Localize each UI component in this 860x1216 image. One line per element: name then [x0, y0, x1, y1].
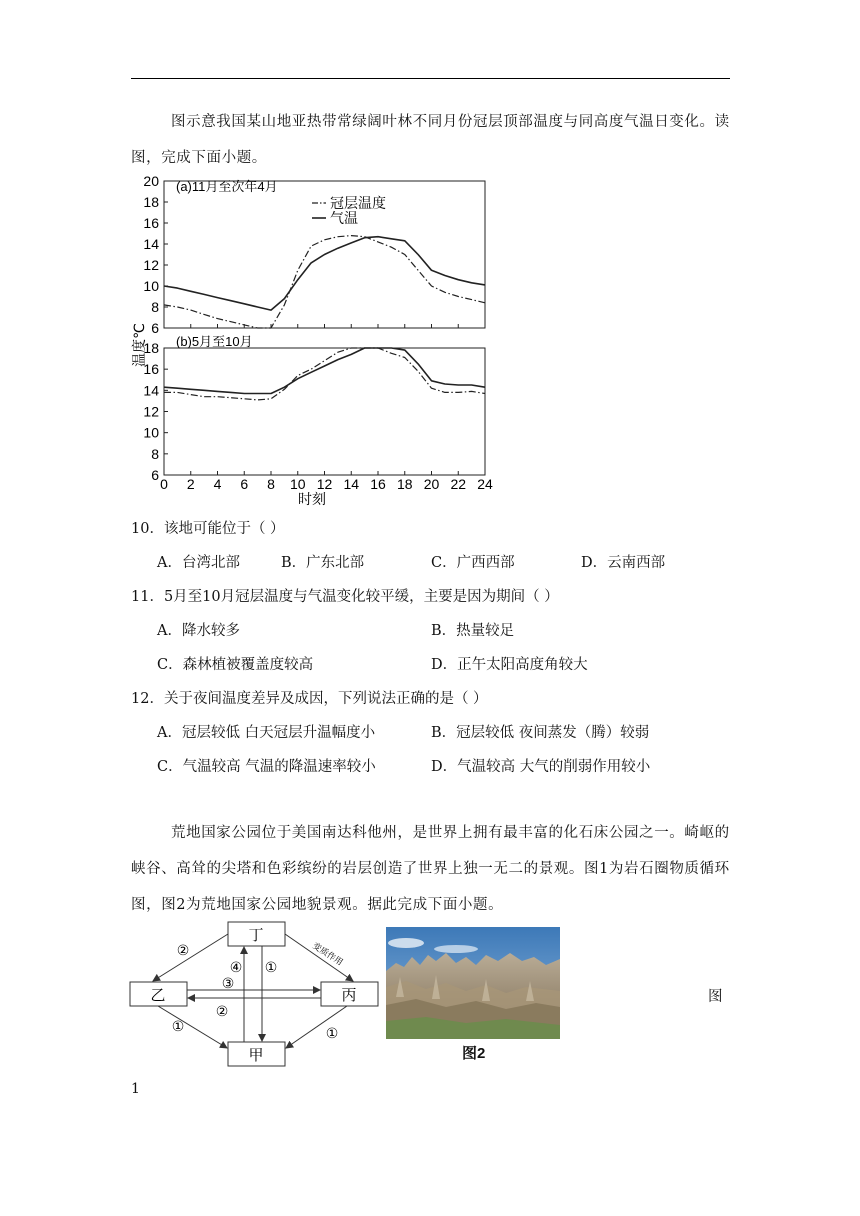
- box-yi-label: 乙: [150, 987, 166, 1004]
- xtick-label-18: 18: [396, 476, 413, 492]
- label-bing-yi: ②: [215, 1003, 229, 1019]
- xtick-label-16: 16: [370, 476, 386, 492]
- fig2-caption: 图2: [462, 1045, 486, 1062]
- xtick-label-12: 12: [316, 476, 333, 492]
- xtick-label-20: 20: [423, 476, 440, 492]
- ytick-label-0-10: 10: [143, 278, 159, 294]
- arrow-ding-to-yi: [153, 934, 228, 981]
- q12-option-d[interactable]: D．气温较高 大气的削弱作用较小: [431, 759, 651, 775]
- q12-option-c[interactable]: C．气温较高 气温的降温速率较小: [157, 759, 376, 775]
- chart-xlabel: 时刻: [298, 491, 326, 507]
- q11-option-d[interactable]: D．正午太阳高度角较大: [431, 657, 588, 673]
- q11-option-a[interactable]: A．降水较多: [157, 623, 240, 639]
- xtick-label-8: 8: [267, 476, 275, 492]
- chart-legend: [312, 195, 386, 226]
- label-metamorphism: 变质作用: [310, 940, 345, 968]
- question-12: 12．关于夜间温度差异及成因，下列说法正确的是（ ）: [131, 691, 488, 707]
- ytick-label-1-12: 12: [143, 403, 159, 420]
- plot-frame-1: [164, 348, 485, 475]
- label-jia-ding: ④: [229, 959, 243, 975]
- ytick-label-0-20: 20: [143, 173, 159, 189]
- chart-a-title: (a)11月至次年4月: [176, 179, 278, 194]
- q10-option-c[interactable]: C．广西西部: [431, 555, 515, 571]
- ytick-label-0-14: 14: [143, 236, 159, 252]
- xtick-label-24: 24: [477, 476, 493, 492]
- ytick-label-1-18: 18: [143, 340, 159, 356]
- xtick-label-10: 10: [289, 476, 306, 492]
- temperature-chart: [0, 0, 860, 520]
- label-bing-jia: ①: [325, 1025, 339, 1041]
- ytick-label-0-8: 8: [151, 299, 159, 315]
- xtick-label-22: 22: [450, 476, 467, 492]
- series-air-temp-1: [164, 348, 485, 394]
- rock-cycle-diagram: [125, 920, 385, 1070]
- label-yi-jia: ①: [171, 1018, 185, 1034]
- xtick-label-4: 4: [213, 476, 222, 492]
- series-air-temp-0: [164, 237, 485, 310]
- q10-option-b[interactable]: B．广东北部: [281, 555, 365, 571]
- label-ding-yi: ②: [176, 942, 190, 958]
- series-canopy-temp-0: [164, 236, 485, 328]
- ytick-label-0-12: 12: [143, 257, 159, 273]
- q11-option-b[interactable]: B．热量较足: [431, 623, 515, 639]
- chart-b-axes: [143, 340, 493, 492]
- label-ding-jia: ①: [264, 959, 278, 975]
- question-11: 11．5月至10月冠层温度与气温变化较平缓，主要是因为期间（ ）: [131, 589, 559, 605]
- intro-paragraph-2: 荒地国家公园位于美国南达科他州，是世界上拥有最丰富的化石床公园之一。崎岖的峡谷、高耸的尖塔和色彩缤纷的岩层创造了世界上独一无二的景观。图1为岩石圈物质循环图，图2为荒地国家公园地貌景观。据此完成下面小题。: [131, 825, 730, 913]
- label-yi-bing: ③: [221, 975, 235, 991]
- q10-option-a[interactable]: A．台湾北部: [157, 555, 240, 571]
- ytick-label-1-6: 6: [151, 467, 159, 483]
- ytick-label-0-16: 16: [143, 215, 159, 231]
- ytick-label-1-8: 8: [151, 445, 159, 462]
- xtick-label-14: 14: [343, 476, 360, 492]
- page-number: 1: [131, 1081, 140, 1097]
- intro-paragraph-1: 图示意我国某山地亚热带常绿阔叶林不同月份冠层顶部温度与同高度气温日变化。读图，完成下面小题。: [131, 114, 730, 166]
- box-bing-label: 丙: [341, 987, 357, 1004]
- ytick-label-0-18: 18: [143, 194, 159, 210]
- question-10: 10．该地可能位于（ ）: [131, 521, 285, 537]
- ytick-label-0-6: 6: [151, 320, 159, 336]
- ytick-label-1-14: 14: [143, 382, 159, 399]
- ytick-label-1-10: 10: [143, 424, 159, 441]
- box-ding-label: 丁: [248, 927, 264, 944]
- xtick-label-6: 6: [240, 476, 249, 492]
- legend-air-label: 气温: [330, 210, 358, 226]
- trailing-fig-text: 图: [708, 989, 723, 1005]
- box-jia-label: 甲: [248, 1047, 264, 1064]
- series-canopy-temp-1: [164, 348, 485, 400]
- q12-option-a[interactable]: A．冠层较低 白天冠层升温幅度小: [157, 725, 376, 741]
- chart-ylabel: 温度℃: [131, 323, 147, 367]
- ytick-label-1-16: 16: [143, 361, 159, 378]
- badlands-photo: [386, 927, 560, 1039]
- xtick-label-0: 0: [160, 476, 168, 492]
- legend-canopy-label: 冠层温度: [330, 195, 386, 211]
- q10-option-d[interactable]: D．云南西部: [581, 555, 666, 571]
- xtick-label-2: 2: [186, 476, 195, 492]
- q11-option-c[interactable]: C．森林植被覆盖度较高: [157, 657, 314, 673]
- q12-option-b[interactable]: B．冠层较低 夜间蒸发（腾）较弱: [431, 725, 650, 741]
- chart-b-title: (b)5月至10月: [176, 334, 253, 349]
